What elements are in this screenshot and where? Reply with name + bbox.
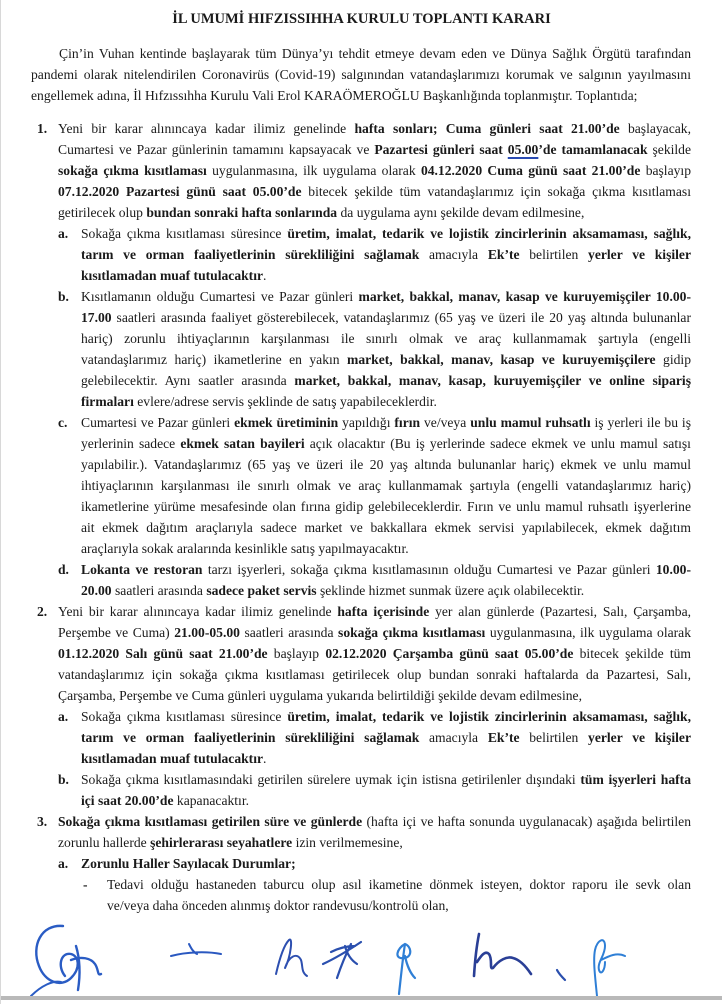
text-run: Yeni bir karar alınıncaya kadar ilimiz genelinde [58,121,355,136]
text-run: zorunlu hallerde [58,835,151,850]
text-line [81,349,691,370]
text-run: Cumartesi ve Pazar günleri [81,415,235,430]
page-bottom-edge [1,996,722,1000]
text-line [58,664,691,685]
text-run: evlere/adrese servis şeklinde de satış yapabileceklerdir. [133,394,437,409]
text-line [81,790,691,811]
bold-run: 21.00-05.00 [174,625,240,640]
bold-run: kısıtlamadan muaf tutulacaktır [81,751,264,766]
bold-run: Pazartesi günleri saat [374,142,508,157]
text-line [81,223,691,244]
sub-item-row [1,412,722,559]
bold-run: ’de tamamlanacak [538,142,648,157]
bold-run: tarım ve orman faaliyetlerinin sürekliliğini sağlamak [81,247,420,262]
text-run: Tedavi olduğu hastaneden taburcu olup asıl ikametine dönmek isteyen, doktor raporu ile sevk olan [107,877,691,892]
text-run: tarzı işyerleri, sokağa çıkma kısıtlamasının olduğu Cumartesi ve Pazar günleri [202,562,656,577]
text-line [81,307,691,328]
text-run: getirilecek olup [58,205,147,220]
signature-4-stroke [323,942,361,978]
sub-item-row [1,286,722,412]
text-run: başlayıp [640,163,691,178]
text-run: izin verilmemesine, [292,835,403,850]
sub-item [81,286,691,412]
text-run: açık olacaktır (Bu iş yerlerinde sadece ekmek ve unlu mamul satışı [304,436,691,451]
text-line [58,622,691,643]
bold-run: 07.12.2020 Pazartesi günü saat 05.00’de [58,184,302,199]
text-run: yer alan günlerde (Pazartesi, Salı, Çarşamba, [429,604,691,619]
bold-run: hafta içerisinde [337,604,430,619]
text-run: (hafta içi ve hafta sonunda uygulanacak) aşağıda belirtilen [362,814,691,829]
sub-item-letter: a. [58,856,69,871]
text-run: Perşembe ve Cuma) [58,625,175,640]
bold-run: market, bakkal, manav, kasap ve kuruyemişçilere [347,352,656,367]
text-run: belirtilen [519,247,589,262]
bold-run: Sokağa çıkma kısıtlaması getirilen süre ve günlerde [58,814,363,829]
sub-item-letter: c. [58,415,68,430]
signature-1 [31,926,101,996]
text-run: . [263,268,267,283]
bold-run: üretim, imalat, tedarik ve lojistik zincirlerinin aksamaması, sağlık, [287,709,691,724]
sub-item [81,769,691,811]
text-run: Cumartesi ve Pazar günlerinin tamamını kapsayacak ve [58,142,375,157]
bold-run: sokağa çıkma kısıtlaması [338,625,486,640]
sub-item-letter: d. [58,562,69,577]
sub-item-row [1,706,722,769]
bold-run: bundan sonraki hafta sonlarında [146,205,338,220]
item-number: 2. [37,604,48,619]
text-run: bitecek şekilde tüm [573,646,691,661]
text-line [81,412,691,433]
bold-run: tüm işyerleri hafta [580,772,692,787]
text-run: ihtiyaçlarının karşılanması ile sınırlı olmak ve araç kullanmamak şartıyla (engelli vatandaşlarımız hariç) [81,478,691,493]
intro-paragraph [31,43,691,106]
text-run: kapanacaktır. [173,793,249,808]
signature-6-dot [557,970,565,980]
text-run: belirtilen [519,730,589,745]
bold-run: 01.12.2020 Salı günü saat 21.00’de [58,646,268,661]
bold-run: yerler ve kişiler [588,247,691,262]
bold-run: market, bakkal, manav, kasap ve kuruyemişçiler 10.00- [358,289,692,304]
text-run: Sokağa çıkma kısıtlaması süresince [81,226,288,241]
text-run: amacıyla [419,247,488,262]
bold-run: üretim, imalat, tedarik ve lojistik zincirlerinin aksamaması, sağlık, [287,226,691,241]
text-line [58,811,691,832]
sub-item [81,412,691,559]
text-line [58,181,691,202]
intro-line: pandemi olarak nitelendirilen Coronavirüs (Covid-19) salgınından vatandaşlarımızı korumak ve salgının yayılmasını [31,67,691,82]
bold-run: yerler ve kişiler [588,730,691,745]
text-run: iş yerleri ile bu iş [590,415,691,430]
numbered-item-row [1,811,722,853]
signature-4 [323,942,361,978]
signature-6-stroke [474,934,531,976]
numbered-item [58,118,691,223]
numbered-item-row [1,118,722,223]
text-run: gidip [655,352,691,367]
bold-run: ekmek satan bayileri [180,436,305,451]
text-line [58,643,691,664]
text-line [81,265,691,286]
bold-run: Ek’te [487,247,520,262]
text-run: bitecek şekilde tüm vatandaşlarımız için sokağa çıkma kısıtlaması [301,184,691,199]
text-run: uygulanmasına, ilk uygulama olarak [206,163,421,178]
signature-7-stroke [594,940,625,996]
text-run: ait ekmek dağıtım araçlarıyla sadece market ve bakkallara ekmek servisi yapılabilecek, ekmek dağıtım [81,520,691,535]
text-run: saatleri arasında [239,625,339,640]
text-run: Sokağa çıkma kısıtlaması süresince [81,709,288,724]
text-run: Çarşamba, Perşembe ve Cuma günleri uygulama yukarıda belirtildiği şekilde devam edilmesine, [58,688,582,703]
text-run: saatleri arasında [111,583,207,598]
bold-run: tarım ve orman faaliyetlerinin sürekliliğini sağlamak [81,730,420,745]
signature-5-stroke [397,944,415,994]
sub-item-letter: b. [58,772,69,787]
text-line [58,685,691,706]
text-line [81,454,691,475]
text-line [81,244,691,265]
document-body [1,30,722,916]
bold-run: hafta sonları; Cuma günleri saat 21.00’de [354,121,620,136]
item-number: 1. [37,121,48,136]
signatures [1,916,722,996]
text-line [81,286,691,307]
text-line [81,370,691,391]
bold-run: şehirlerarası seyahatlere [150,835,293,850]
numbered-item [58,811,691,853]
bold-run: Zorunlu Haller Sayılacak Durumlar; [81,856,296,871]
text-line [81,328,691,349]
bullet-item-row [1,874,722,916]
text-line [81,538,691,559]
signature-3 [276,939,307,976]
sub-item-letter: a. [58,709,69,724]
signature-5 [397,944,415,994]
text-run: şeklinde hizmet sunmak üzere açık olabilecektir. [316,583,585,598]
text-run: başlayıp [267,646,326,661]
numbered-item-row [1,601,722,706]
text-run: vatandaşlarımız için sokağa çıkma kısıtlaması getirilecek olup bundan sonraki haftalarda da Pazartesi, Salı, [58,667,691,682]
text-run: Sokağa çıkma kısıtlamasındaki getirilen sürelere uymak için istisna getirilenler dışındaki [81,772,581,787]
text-line [81,580,691,601]
bold-run: unlu mamul ruhsatlı [470,415,591,430]
bold-run: Lokanta ve restoran [81,562,203,577]
bold-run: 04.12.2020 Cuma günü saat 21.00’de [420,163,641,178]
text-line [81,706,691,727]
text-line [81,391,691,412]
bold-run: 02.12.2020 Çarşamba günü saat 05.00’de [325,646,574,661]
text-run: başlayacak, [619,121,691,136]
bold-run: sadece paket servis [206,583,317,598]
item-number: 3. [37,814,48,829]
signature-1-stroke [36,926,101,990]
intro-line: engellemek adına, İl Hıfzıssıhha Kurulu Vali Erol KARAÖMEROĞLU Başkanlığında toplanmıştır. Toplantıda; [31,88,638,103]
bold-run: içi saat 20.00’de [81,793,174,808]
bullet-item [107,874,691,916]
bold-run: ekmek üretiminin [234,415,339,430]
text-run: ve/veya [420,415,471,430]
bold-run: Ek’te [487,730,520,745]
signature-2 [171,944,221,956]
text-line [81,475,691,496]
text-line [107,874,691,895]
bold-run: sokağa çıkma kısıtlaması [58,163,207,178]
text-line [107,895,691,916]
sub-item-row [1,559,722,601]
signature-3-stroke [276,939,307,976]
text-line [81,727,691,748]
bold-run: fırın [394,415,421,430]
text-run: yapıldığı [338,415,395,430]
text-line [81,496,691,517]
text-line [58,601,691,622]
bold-run: kısıtlamadan muaf tutulacaktır [81,268,264,283]
text-line [81,853,691,874]
signature-6 [474,934,565,980]
sub-item-letter: a. [58,226,69,241]
text-line [58,139,691,160]
text-line [58,118,691,139]
text-run: yerlerinin sadece [81,436,181,451]
sub-item-letter: b. [58,289,69,304]
text-line [58,160,691,181]
text-run: saatleri arasında faaliyet gösterebilecek, vatandaşlarımız (65 yaş ve üzeri ile 20 yaş altında bulunanlar [111,310,691,325]
bold-run: market, bakkal, manav, kasap, kuruyemişçiler ve online sipariş [294,373,691,388]
document-title: İL UMUMİ HIFZISSIHHA KURULU TOPLANTI KARARI [172,11,551,27]
text-line [81,517,691,538]
sub-item [81,223,691,286]
underlined-bold-run: 05.00 [507,142,539,157]
text-run: amacıyla [419,730,488,745]
bold-run: firmaları [81,394,134,409]
bold-run: 20.00 [81,583,112,598]
text-line [58,202,691,223]
text-run: uygulanmasına, ilk uygulama olarak [485,625,691,640]
text-line [81,769,691,790]
text-run: Kısıtlamanın olduğu Cumartesi ve Pazar günleri [81,289,359,304]
text-run: şekilde [647,142,692,157]
sub-item-row [1,853,722,874]
text-run: ikametlerine yürüme mesafesinde olan fırına gidip gelebileceklerdir. Fırın ve unlu mamul ruhsatlı işyerlerine [81,499,691,514]
numbered-item [58,601,691,706]
intro-line: Çin’in Vuhan kentinde başlayarak tüm Dünya’yı tehdit etmeye devam eden ve Dünya Sağlık Örgütü tarafından [59,46,691,61]
text-run: hariç) zorunlu ihtiyaçlarının karşılanması ile sınırlı olmak ve araç kullanmamak şartıyla (engelli [81,331,691,346]
text-run: da uygulama aynı şekilde devam edilmesine, [337,205,585,220]
text-line [81,748,691,769]
bullet-marker: - [83,877,88,892]
sub-item [81,853,691,874]
text-run: vatandaşlarımız hariç) ikametlerine en yakın [81,352,348,367]
text-run: yapılabilir.). Vatandaşlarımız (65 yaş ve üzeri ile 20 yaş altında bulunanlar hariç) ekmek ve unlu mamul [81,457,691,472]
text-line [81,433,691,454]
text-run: gelebilecektir. Aynı saatler arasında [81,373,295,388]
text-run: ve/veya daha önceden alınmış doktor randevusu/kontrolü olan, [107,898,449,913]
sub-item [81,559,691,601]
signature-2-stroke [171,944,221,956]
bold-run: 10.00- [655,562,691,577]
text-run: araçlarıyla sokak aralarında kesinlikle satış yapılmayacaktır. [81,541,409,556]
sub-item [81,706,691,769]
sub-item-row [1,223,722,286]
signature-7 [594,940,625,996]
text-run: . [263,751,267,766]
bold-run: 17.00 [81,310,112,325]
sub-item-row [1,769,722,811]
text-line [81,559,691,580]
text-run: Yeni bir karar alınıncaya kadar ilimiz genelinde [58,604,338,619]
